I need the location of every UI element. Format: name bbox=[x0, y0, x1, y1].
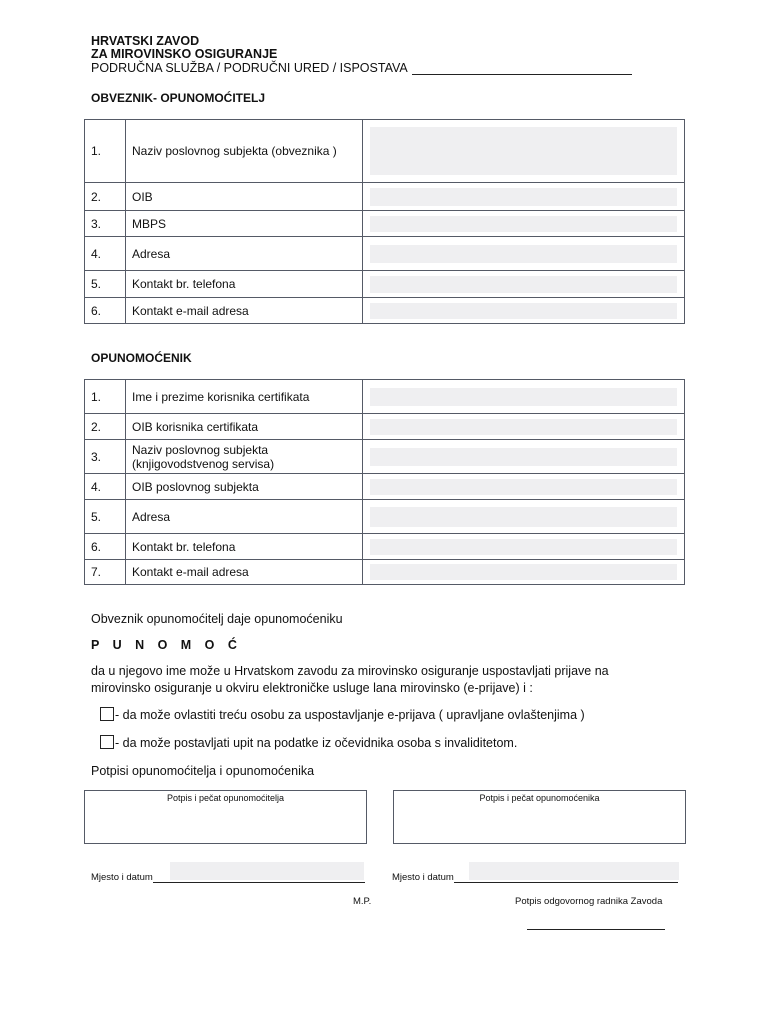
intro-text: Obveznik opunomoćitelj daje opunomoćeniku bbox=[91, 612, 343, 626]
row-number: 1. bbox=[85, 380, 126, 414]
row-label: Kontakt br. telefona bbox=[126, 271, 363, 298]
table-row bbox=[85, 120, 685, 183]
option1-row bbox=[100, 707, 585, 724]
table-row bbox=[85, 474, 685, 500]
row-number: 4. bbox=[85, 237, 126, 271]
section1-title: OBVEZNIK- OPUNOMOĆITELJ bbox=[91, 91, 266, 105]
principal-table bbox=[84, 119, 685, 324]
table-row bbox=[85, 183, 685, 211]
row-label: Adresa bbox=[126, 237, 363, 271]
table-row bbox=[85, 298, 685, 324]
proxy-signature-label: Potpis i pečat opunomoćenika bbox=[479, 793, 600, 803]
option2-row bbox=[100, 735, 517, 752]
proxy-signature-box[interactable] bbox=[393, 790, 686, 844]
row-label: Naziv poslovnog subjekta (obveznika ) bbox=[126, 120, 363, 183]
row-label: Ime i prezime korisnika certifikata bbox=[126, 380, 363, 414]
certificate-oib-field[interactable] bbox=[363, 414, 685, 440]
option1-label: - da može ovlastiti treću osobu za uspostavljanje e-prijava ( upravljane ovlaštenjima ) bbox=[115, 708, 585, 722]
proxy-phone-field[interactable] bbox=[363, 534, 685, 560]
row-label: Kontakt e-mail adresa bbox=[126, 298, 363, 324]
office-input-line[interactable] bbox=[412, 62, 632, 75]
row-number: 3. bbox=[85, 211, 126, 237]
signatures-title: Potpisi opunomoćitelja i opunomoćenika bbox=[91, 764, 315, 778]
place-date-right-label: Mjesto i datum bbox=[392, 872, 454, 883]
row-number: 2. bbox=[85, 183, 126, 211]
row-number: 1. bbox=[85, 120, 126, 183]
table-row bbox=[85, 237, 685, 271]
proxy-address-field[interactable] bbox=[363, 500, 685, 534]
row-number: 6. bbox=[85, 298, 126, 324]
business-oib-field[interactable] bbox=[363, 474, 685, 500]
address-field[interactable] bbox=[363, 237, 685, 271]
row-number: 7. bbox=[85, 560, 126, 585]
row-label bbox=[126, 440, 363, 474]
row-label: Kontakt e-mail adresa bbox=[126, 560, 363, 585]
proxy-table bbox=[84, 379, 685, 585]
row-number: 2. bbox=[85, 414, 126, 440]
row-number: 3. bbox=[85, 440, 126, 474]
row-number: 6. bbox=[85, 534, 126, 560]
option1-checkbox[interactable] bbox=[100, 707, 114, 721]
authorization-heading: P U N O M O Ć bbox=[91, 638, 242, 652]
authorization-paragraph-line1: da u njegovo ime može u Hrvatskom zavodu za mirovinsko osiguranje uspostavljati prijave na bbox=[91, 664, 609, 678]
principal-signature-label: Potpis i pečat opunomoćitelja bbox=[166, 793, 285, 803]
institution-name-line1: HRVATSKI ZAVOD bbox=[91, 34, 200, 48]
place-date-right-line[interactable] bbox=[454, 872, 678, 883]
section2-title: OPUNOMOĆENIK bbox=[91, 351, 192, 365]
table-row bbox=[85, 560, 685, 585]
table-row bbox=[85, 414, 685, 440]
row-label: Adresa bbox=[126, 500, 363, 534]
row-label: OIB bbox=[126, 183, 363, 211]
table-row bbox=[85, 380, 685, 414]
row-number: 5. bbox=[85, 271, 126, 298]
proxy-email-field[interactable] bbox=[363, 560, 685, 585]
row-label: OIB poslovnog subjekta bbox=[126, 474, 363, 500]
row-number: 5. bbox=[85, 500, 126, 534]
row-label-line1: Naziv poslovnog subjekta bbox=[132, 442, 269, 457]
row-label: Kontakt br. telefona bbox=[126, 534, 363, 560]
principal-signature-box[interactable] bbox=[84, 790, 367, 844]
table-row bbox=[85, 500, 685, 534]
table-row bbox=[85, 211, 685, 237]
table-row bbox=[85, 271, 685, 298]
official-signature-label: Potpis odgovornog radnika Zavoda bbox=[515, 896, 663, 907]
phone-field[interactable] bbox=[363, 271, 685, 298]
institution-name-line2: ZA MIROVINSKO OSIGURANJE bbox=[91, 47, 278, 61]
table-row bbox=[85, 440, 685, 474]
table-row bbox=[85, 534, 685, 560]
authorization-paragraph-line2: mirovinsko osiguranje u okviru elektroničke usluge lana mirovinsko (e-prijave) i : bbox=[91, 681, 533, 695]
row-number: 4. bbox=[85, 474, 126, 500]
row-label-line2: (knjigovodstvenog servisa) bbox=[132, 456, 275, 471]
office-label: PODRUČNA SLUŽBA / PODRUČNI URED / ISPOSTAVA bbox=[91, 61, 408, 75]
certificate-holder-field[interactable] bbox=[363, 380, 685, 414]
place-date-left bbox=[91, 872, 365, 883]
mbps-field[interactable] bbox=[363, 211, 685, 237]
oib-field[interactable] bbox=[363, 183, 685, 211]
office-line bbox=[91, 61, 632, 75]
stamp-placeholder: M.P. bbox=[353, 896, 372, 907]
place-date-left-line[interactable] bbox=[153, 872, 365, 883]
row-label: OIB korisnika certifikata bbox=[126, 414, 363, 440]
email-field[interactable] bbox=[363, 298, 685, 324]
option2-checkbox[interactable] bbox=[100, 735, 114, 749]
option2-label: - da može postavljati upit na podatke iz očevidnika osoba s invaliditetom. bbox=[115, 736, 518, 750]
company-name-field[interactable] bbox=[363, 120, 685, 183]
row-label: MBPS bbox=[126, 211, 363, 237]
official-signature-line[interactable] bbox=[527, 929, 665, 930]
place-date-right bbox=[392, 872, 678, 883]
bookkeeping-service-field[interactable] bbox=[363, 440, 685, 474]
place-date-left-label: Mjesto i datum bbox=[91, 872, 153, 883]
